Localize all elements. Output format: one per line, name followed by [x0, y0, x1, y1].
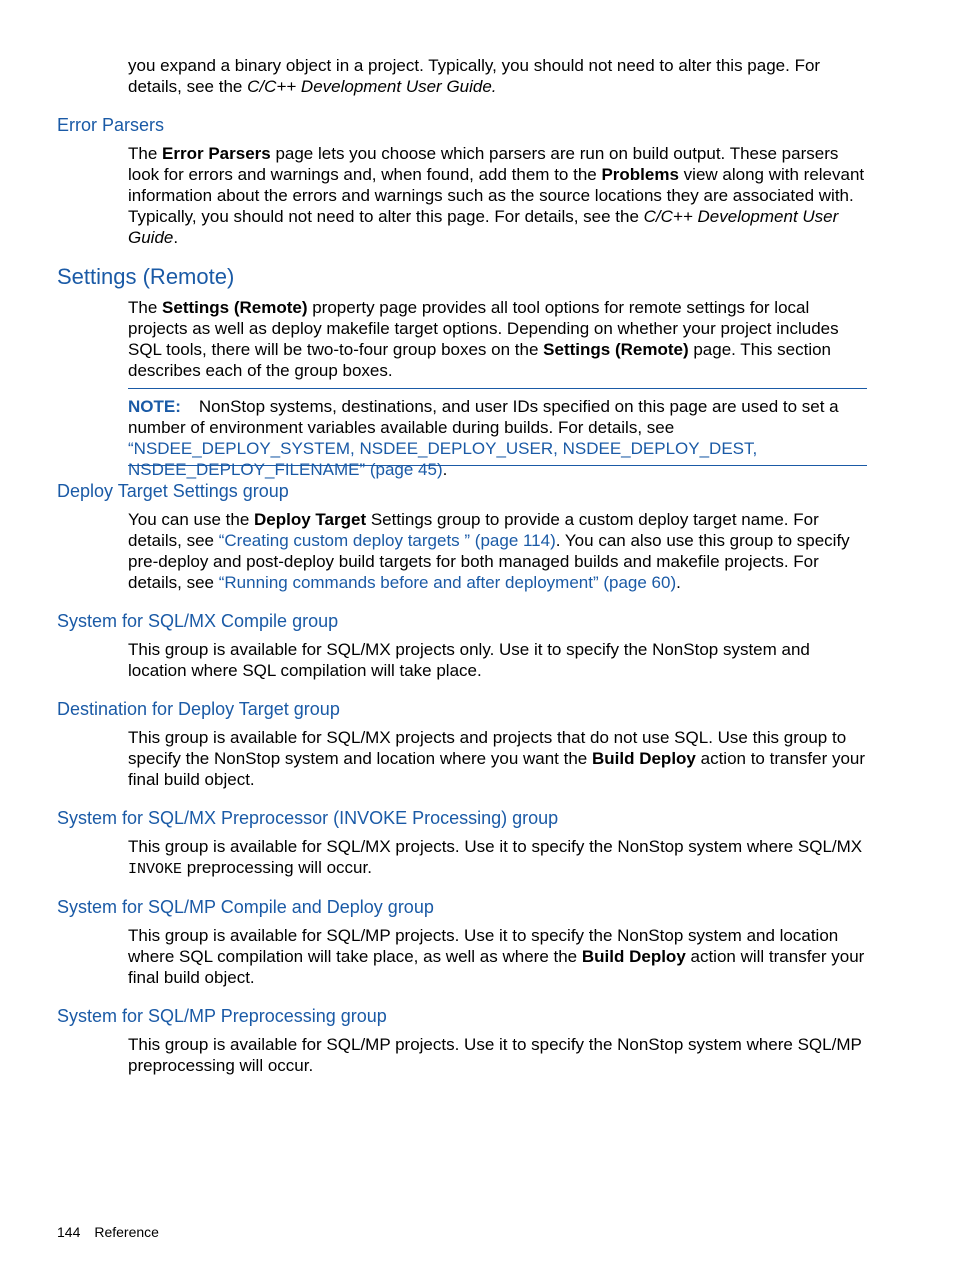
- deploy-target-paragraph: [128, 509, 868, 593]
- text-run: .: [676, 573, 681, 592]
- page-footer: [57, 1223, 159, 1241]
- bold-term: Deploy Target: [254, 510, 367, 529]
- text-run: NonStop systems, destinations, and user IDs specified on this page are used to set a number of environment variables available during builds. For details, see: [128, 397, 839, 437]
- text-run: This group is available for SQL/MP projects. Use it to specify the NonStop system and location where SQL compilation will take place, as well as where the: [128, 926, 839, 966]
- deploy-target-heading: Deploy Target Settings group: [57, 481, 289, 501]
- sqlmx-compile-paragraph: This group is available for SQL/MX projects only. Use it to specify the NonStop system and location where SQL compilation will take place.: [128, 640, 810, 680]
- bold-term: Problems: [601, 165, 679, 184]
- intro-guide-title: C/C++ Development User Guide.: [247, 77, 497, 96]
- intro-paragraph: [128, 55, 868, 97]
- settings-remote-heading: Settings (Remote): [57, 264, 235, 289]
- nsdee-variables-link[interactable]: “NSDEE_DEPLOY_SYSTEM, NSDEE_DEPLOY_USER, NSDEE_DEPLOY_DEST, NSDEE_DEPLOY_FILENAME” (page 45): [128, 439, 758, 479]
- text-run: action will transfer your final build object.: [128, 947, 865, 987]
- bold-term: Settings (Remote): [162, 298, 308, 317]
- creating-deploy-targets-link[interactable]: “Creating custom deploy targets ” (page 114): [218, 531, 556, 550]
- page-number: 144: [57, 1224, 81, 1240]
- text-run: property page provides all tool options for remote settings for local projects as well as deploy makefile target options. Depending on whether your project includes SQL tools, there will be two-to-four group boxes on the: [128, 298, 839, 359]
- text-run: The: [128, 144, 163, 163]
- sqlmp-compile-heading: System for SQL/MP Compile and Deploy group: [57, 897, 434, 917]
- dest-deploy-paragraph: [128, 727, 868, 790]
- note-box: [128, 388, 867, 479]
- error-parsers-heading: Error Parsers: [57, 115, 165, 135]
- text-run: .: [173, 228, 179, 247]
- note-label: NOTE:: [128, 397, 181, 416]
- text-run: page lets you choose which parsers are run on build output. These parsers look for errors and warnings and, when found, add them to the: [128, 144, 839, 184]
- text-run: Settings group to provide a custom deploy target name. For details, see: [128, 510, 819, 550]
- text-run: .: [442, 460, 448, 479]
- text-run: preprocessing will occur.: [182, 858, 372, 877]
- note-paragraph: [128, 396, 867, 480]
- text-run: page. This section describes each of the group boxes.: [128, 340, 832, 380]
- bold-term: Build Deploy: [581, 947, 686, 966]
- sqlmp-compile-paragraph: [128, 925, 868, 988]
- text-run: The: [128, 298, 163, 317]
- sqlmx-preproc-paragraph: [128, 836, 868, 880]
- text-run: action to transfer your final build object.: [128, 749, 866, 789]
- invoke-code: INVOKE: [128, 861, 183, 878]
- dest-deploy-heading: Destination for Deploy Target group: [57, 699, 340, 719]
- footer-section: Reference: [94, 1224, 159, 1240]
- text-run: This group is available for SQL/MX projects and projects that do not use SQL. Use this group to specify the NonStop system and location where you want the: [128, 728, 847, 768]
- guide-title: C/C++ Development User Guide: [128, 207, 839, 247]
- intro-text: you expand a binary object in a project. Typically, you should not need to alter this page. For details, see the: [128, 56, 821, 96]
- text-run: view along with relevant information about the errors and warnings such as the source locations they are associated with. Typically, you should not need to alter this page. For details, see the: [128, 165, 865, 226]
- bold-term: Error Parsers: [162, 144, 271, 163]
- text-run: You can use the: [128, 510, 255, 529]
- sqlmx-compile-heading: System for SQL/MX Compile group: [57, 611, 339, 631]
- running-commands-link[interactable]: “Running commands before and after deployment” (page 60): [218, 573, 677, 592]
- error-parsers-paragraph: [128, 143, 868, 248]
- text-run: This group is available for SQL/MX projects. Use it to specify the NonStop system where SQL/MX: [128, 837, 863, 856]
- settings-remote-paragraph: [128, 297, 868, 381]
- sqlmp-preproc-paragraph: This group is available for SQL/MP projects. Use it to specify the NonStop system where SQL/MP preprocessing will occur.: [128, 1035, 862, 1075]
- bold-term: Build Deploy: [591, 749, 696, 768]
- sqlmx-preproc-heading: System for SQL/MX Preprocessor (INVOKE Processing) group: [57, 808, 559, 828]
- sqlmp-preproc-heading: System for SQL/MP Preprocessing group: [57, 1006, 387, 1026]
- bold-term: Settings (Remote): [543, 340, 689, 359]
- text-run: . You can also use this group to specify pre-deploy and post-deploy build targets for both managed builds and makefile projects. For details, see: [128, 531, 850, 592]
